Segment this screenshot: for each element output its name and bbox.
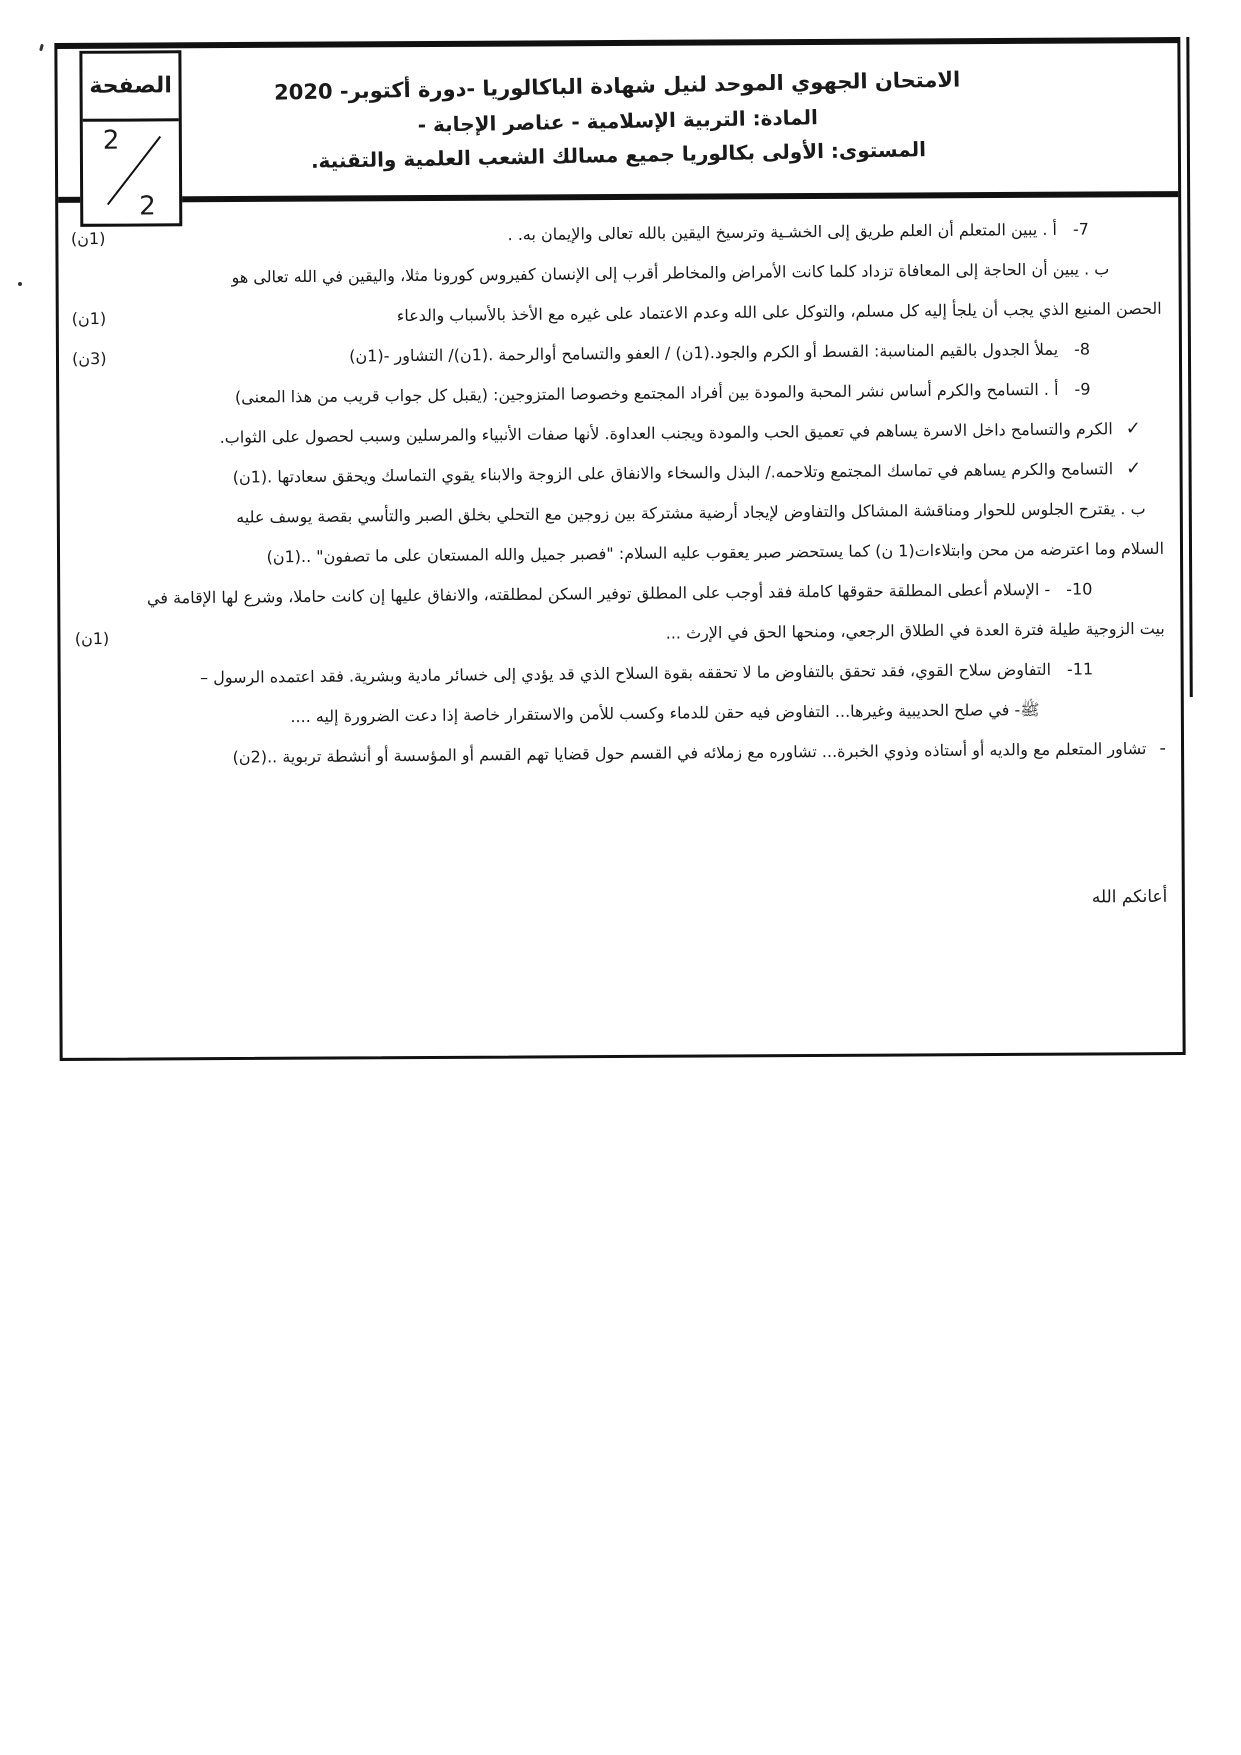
page-number-box [79, 50, 182, 227]
scan-edge-line [1186, 37, 1192, 697]
check-icon: ✓ [1125, 417, 1141, 440]
exam-header [57, 43, 1178, 203]
answer-text: الكرم والتسامح داخل الاسرة يساهم في تعميق الحب والمودة ويجنب العداوة. لأنها صفات الأنبياء والمرسلين وسبب لحصول على الثواب. [219, 419, 1113, 447]
question-number: 9- [1074, 379, 1091, 399]
score-badge: (1ن) [71, 308, 107, 329]
score-badge: (1ن) [74, 628, 110, 649]
page-total: 2 [139, 191, 156, 222]
dash-bullet: - [1159, 737, 1167, 759]
score-badge: (3ن) [72, 348, 107, 369]
exam-level: المستوى: الأولى بكالوريا جميع مسالك الشعب العلمية والتقنية. [310, 137, 927, 173]
exam-subject: المادة: التربية الإسلامية - عناصر الإجابة - [417, 105, 819, 137]
question-number: 7- [1072, 219, 1090, 239]
answer-text: الحصن المنيع الذي يجب أن يلجأ إليه كل مسلم، والتوكل على الله وعدم الاعتماد على غيره مع الأخذ بالأسباب والدعاء [396, 298, 1162, 326]
exam-header-text [274, 61, 962, 178]
answer-text: - الإسلام أعطى المطلقة حقوقها كاملة فقد أوجب على المطلق توفير السكن لمطلقته، والانفاق عليها إن كانت حاملا، وشرع لها الإقامة في [146, 579, 1051, 608]
answer-text: ﷺ- في صلح الحديبية وغيرها... التفاوض فيه حقن للدماء وكسب للأمن والاستقرار خاصة إذا دعت الضرورة إليه .... [290, 699, 1040, 727]
closing-blessing: أعانكم الله [1091, 886, 1168, 908]
answer-text: يملأ الجدول بالقيم المناسبة: القسط أو الكرم والجود.(1ن) / العفو والتسامح أوالرحمة .(1ن)/ التشاور -(1ن) [349, 339, 1059, 366]
answer-text: أ . التسامح والكرم أساس نشر المحبة والمودة بين أفراد المجتمع وخصوصا المتزوجين: (يقبل كل جواب قريب من هذا المعنى) [234, 379, 1059, 407]
page-fraction [83, 121, 180, 224]
answer-text: التسامح والكرم يساهم في تماسك المجتمع وتلاحمه./ البذل والسخاء والانفاق على الزوجة والابناء يقوي التماسك ويحقق سعادتها .(1ن) [232, 459, 1114, 487]
answer-text: بيت الزوجية طيلة فترة العدة في الطلاق الرجعي، ومنحها الحق في الإرث ... [665, 618, 1165, 643]
question-number: 8- [1074, 339, 1091, 359]
answer-text: ب . يبين أن الحاجة إلى المعافاة تزداد كلما كانت الأمراض والمخاطر أقرب إلى الإنسان كفيروس كورونا مثلا، واليقين في الله تعالى هو [231, 259, 1110, 287]
page-current: 2 [102, 125, 120, 156]
check-icon: ✓ [1126, 457, 1142, 480]
scan-artifact [18, 282, 22, 286]
answer-text: التفاوض سلاح القوي، فقد تحقق بالتفاوض ما لا تحققه بقوة السلاح الذي قد يؤدي إلى خسائر مادية وبشرية. فقد اعتمده الرسول – [200, 659, 1052, 688]
score-badge: (1ن) [70, 228, 106, 249]
exam-title: الامتحان الجهوي الموحد لنيل شهادة الباكالوريا -دورة أكتوبر- 2020 [273, 67, 961, 105]
scan-artifact [39, 44, 44, 52]
answer-text: ب . يقترح الجلوس للحوار ومناقشة المشاكل والتفاوض لإيجاد أرضية مشتركة بين زوجين مع التحلي بخلق الصبر والتأسي بقصة يوسف عليه [236, 498, 1146, 527]
question-number: 10- [1066, 579, 1093, 599]
answer-text: تشاور المتعلم مع والديه أو أستاذه وذوي الخبرة... تشاوره مع زملائه في القسم حول قضايا تهم القسم أو المؤسسة أو أنشطة تربوية ..(2ن) [232, 738, 1147, 767]
question-number: 11- [1066, 659, 1094, 679]
answer-text: السلام وما اعترضه من محن وابتلاءات(1 ن) كما يستحضر صبر يعقوب عليه السلام: "فصبر جميل والله المستعان على ما تصفون" ..(1ن) [266, 538, 1165, 567]
page-label: الصفحة [82, 53, 178, 122]
answer-text: أ . يبين المتعلم أن العلم طريق إلى الخشـية وترسيخ اليقين بالله تعالى والإيمان به. . [507, 219, 1058, 245]
document-frame [54, 37, 1185, 1061]
answer-body [57, 195, 1184, 918]
